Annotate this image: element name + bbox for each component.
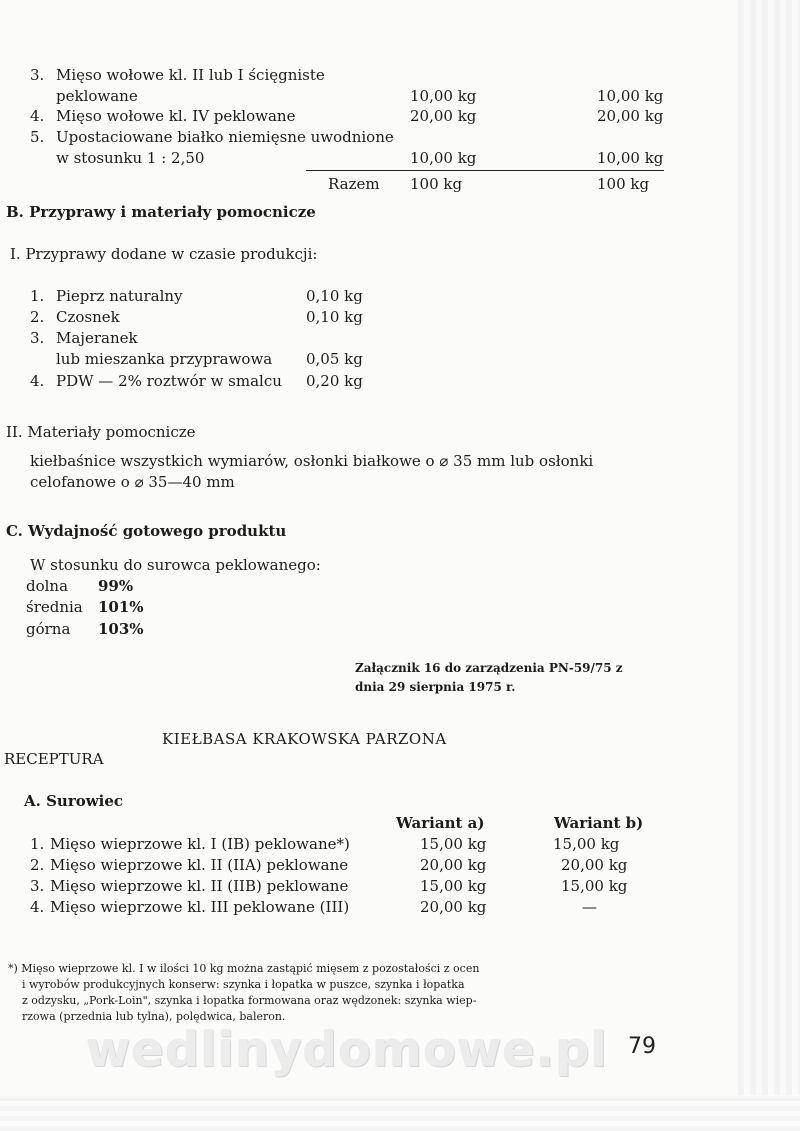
quantity-variant-a: 20,00 kg (410, 107, 477, 125)
list-item-number: 3. (30, 66, 45, 84)
subsection-heading: II. Materiały pomocnicze (6, 423, 196, 441)
annex-line: Załącznik 16 do zarządzenia PN-59/75 z (355, 661, 623, 675)
annex-line: dnia 29 sierpnia 1975 r. (355, 680, 516, 694)
list-item-number: 1. (30, 287, 45, 305)
yield-value: 103% (98, 620, 144, 638)
quantity-variant-a: 20,00 kg (420, 856, 487, 874)
list-item-name: Mięso wołowe kl. II lub I ścięgniste (56, 66, 325, 84)
section-heading: A. Surowiec (24, 792, 124, 810)
list-item-name: Mięso wieprzowe kl. II (IIA) peklowane (50, 856, 349, 874)
total-variant-a: 100 kg (410, 175, 463, 193)
list-item-number: 4. (30, 372, 45, 390)
scan-bottom-band (0, 1095, 800, 1131)
quantity-variant-b: 15,00 kg (553, 835, 620, 853)
list-item-name: PDW — 2% roztwór w smalcu (56, 372, 282, 390)
quantity-variant-b: 10,00 kg (597, 149, 664, 167)
list-item-name: Pieprz naturalny (56, 287, 183, 305)
list-item-quantity: 0,05 kg (306, 350, 363, 368)
list-item-number: 3. (30, 877, 45, 895)
subsection-heading: I. Przyprawy dodane w czasie produkcji: (10, 245, 318, 263)
quantity-variant-b: 20,00 kg (561, 856, 628, 874)
quantity-variant-a: 10,00 kg (410, 87, 477, 105)
page-number: 79 (628, 1034, 656, 1059)
quantity-variant-b: 15,00 kg (561, 877, 628, 895)
yield-label: średnia (26, 598, 83, 616)
list-item-name-cont: peklowane (56, 87, 138, 105)
quantity-variant-a: 20,00 kg (420, 898, 487, 916)
quantity-variant-a: 15,00 kg (420, 877, 487, 895)
footnote-line: z odzysku, „Pork-Loin", szynka i łopatka formowana oraz wędzonek: szynka wiep- (22, 994, 477, 1007)
list-item-name: Mięso wieprzowe kl. III peklowane (III) (50, 898, 350, 916)
watermark-text: wedlinydomowe.pl (86, 1022, 608, 1078)
footnote-line: rzowa (przednia lub tylna), polędwica, baleron. (22, 1010, 286, 1023)
yield-label: dolna (26, 577, 69, 595)
yield-value: 99% (98, 577, 134, 595)
list-item-number: 2. (30, 308, 45, 326)
page-edge (738, 0, 800, 1131)
list-item-number: 5. (30, 128, 45, 146)
list-item-number: 2. (30, 856, 45, 874)
quantity-variant-a: 15,00 kg (420, 835, 487, 853)
page-subtitle: RECEPTURA (4, 750, 104, 768)
footnote-line: i wyrobów produkcyjnych konserw: szynka i łopatka w puszce, szynka i łopatka (22, 978, 465, 991)
page-title: KIEŁBASA KRAKOWSKA PARZONA (162, 730, 447, 748)
quantity-variant-a: 10,00 kg (410, 149, 477, 167)
list-item-quantity: 0,20 kg (306, 372, 363, 390)
section-heading: B. Przyprawy i materiały pomocnicze (6, 203, 316, 221)
list-item-name: Czosnek (56, 308, 120, 326)
total-rule (306, 170, 664, 171)
list-item-number: 1. (30, 835, 45, 853)
column-header-variant-b: Wariant b) (554, 814, 644, 832)
list-item-name: Mięso wieprzowe kl. II (IIB) peklowane (50, 877, 349, 895)
list-item-quantity: 0,10 kg (306, 308, 363, 326)
list-item-name: Mięso wołowe kl. IV peklowane (56, 107, 296, 125)
list-item-number: 4. (30, 107, 45, 125)
list-item-number: 4. (30, 898, 45, 916)
footnote-line: *) Mięso wieprzowe kl. I w ilości 10 kg można zastąpić mięsem z pozostałości z ocen (8, 962, 480, 975)
total-label: Razem (328, 175, 380, 193)
list-item-name: Majeranek (56, 329, 138, 347)
section-heading: C. Wydajność gotowego produktu (6, 522, 287, 540)
quantity-variant-b: — (582, 898, 597, 916)
quantity-variant-b: 20,00 kg (597, 107, 664, 125)
list-item-name-cont: w stosunku 1 : 2,50 (56, 149, 205, 167)
paragraph-line: kiełbaśnice wszystkich wymiarów, osłonki białkowe o ⌀ 35 mm lub osłonki (30, 452, 594, 470)
yield-value: 101% (98, 598, 144, 616)
list-item-name: Mięso wieprzowe kl. I (IB) peklowane*) (50, 835, 350, 853)
paragraph-line: celofanowe o ⌀ 35—40 mm (30, 473, 235, 491)
total-variant-b: 100 kg (597, 175, 650, 193)
quantity-variant-b: 10,00 kg (597, 87, 664, 105)
list-item-name: Upostaciowane białko niemięsne uwodnione (56, 128, 394, 146)
list-item-number: 3. (30, 329, 45, 347)
paragraph-line: W stosunku do surowca peklowanego: (30, 556, 321, 574)
list-item-name-cont: lub mieszanka przyprawowa (56, 350, 273, 368)
column-header-variant-a: Wariant a) (396, 814, 485, 832)
list-item-quantity: 0,10 kg (306, 287, 363, 305)
yield-label: górna (26, 620, 71, 638)
